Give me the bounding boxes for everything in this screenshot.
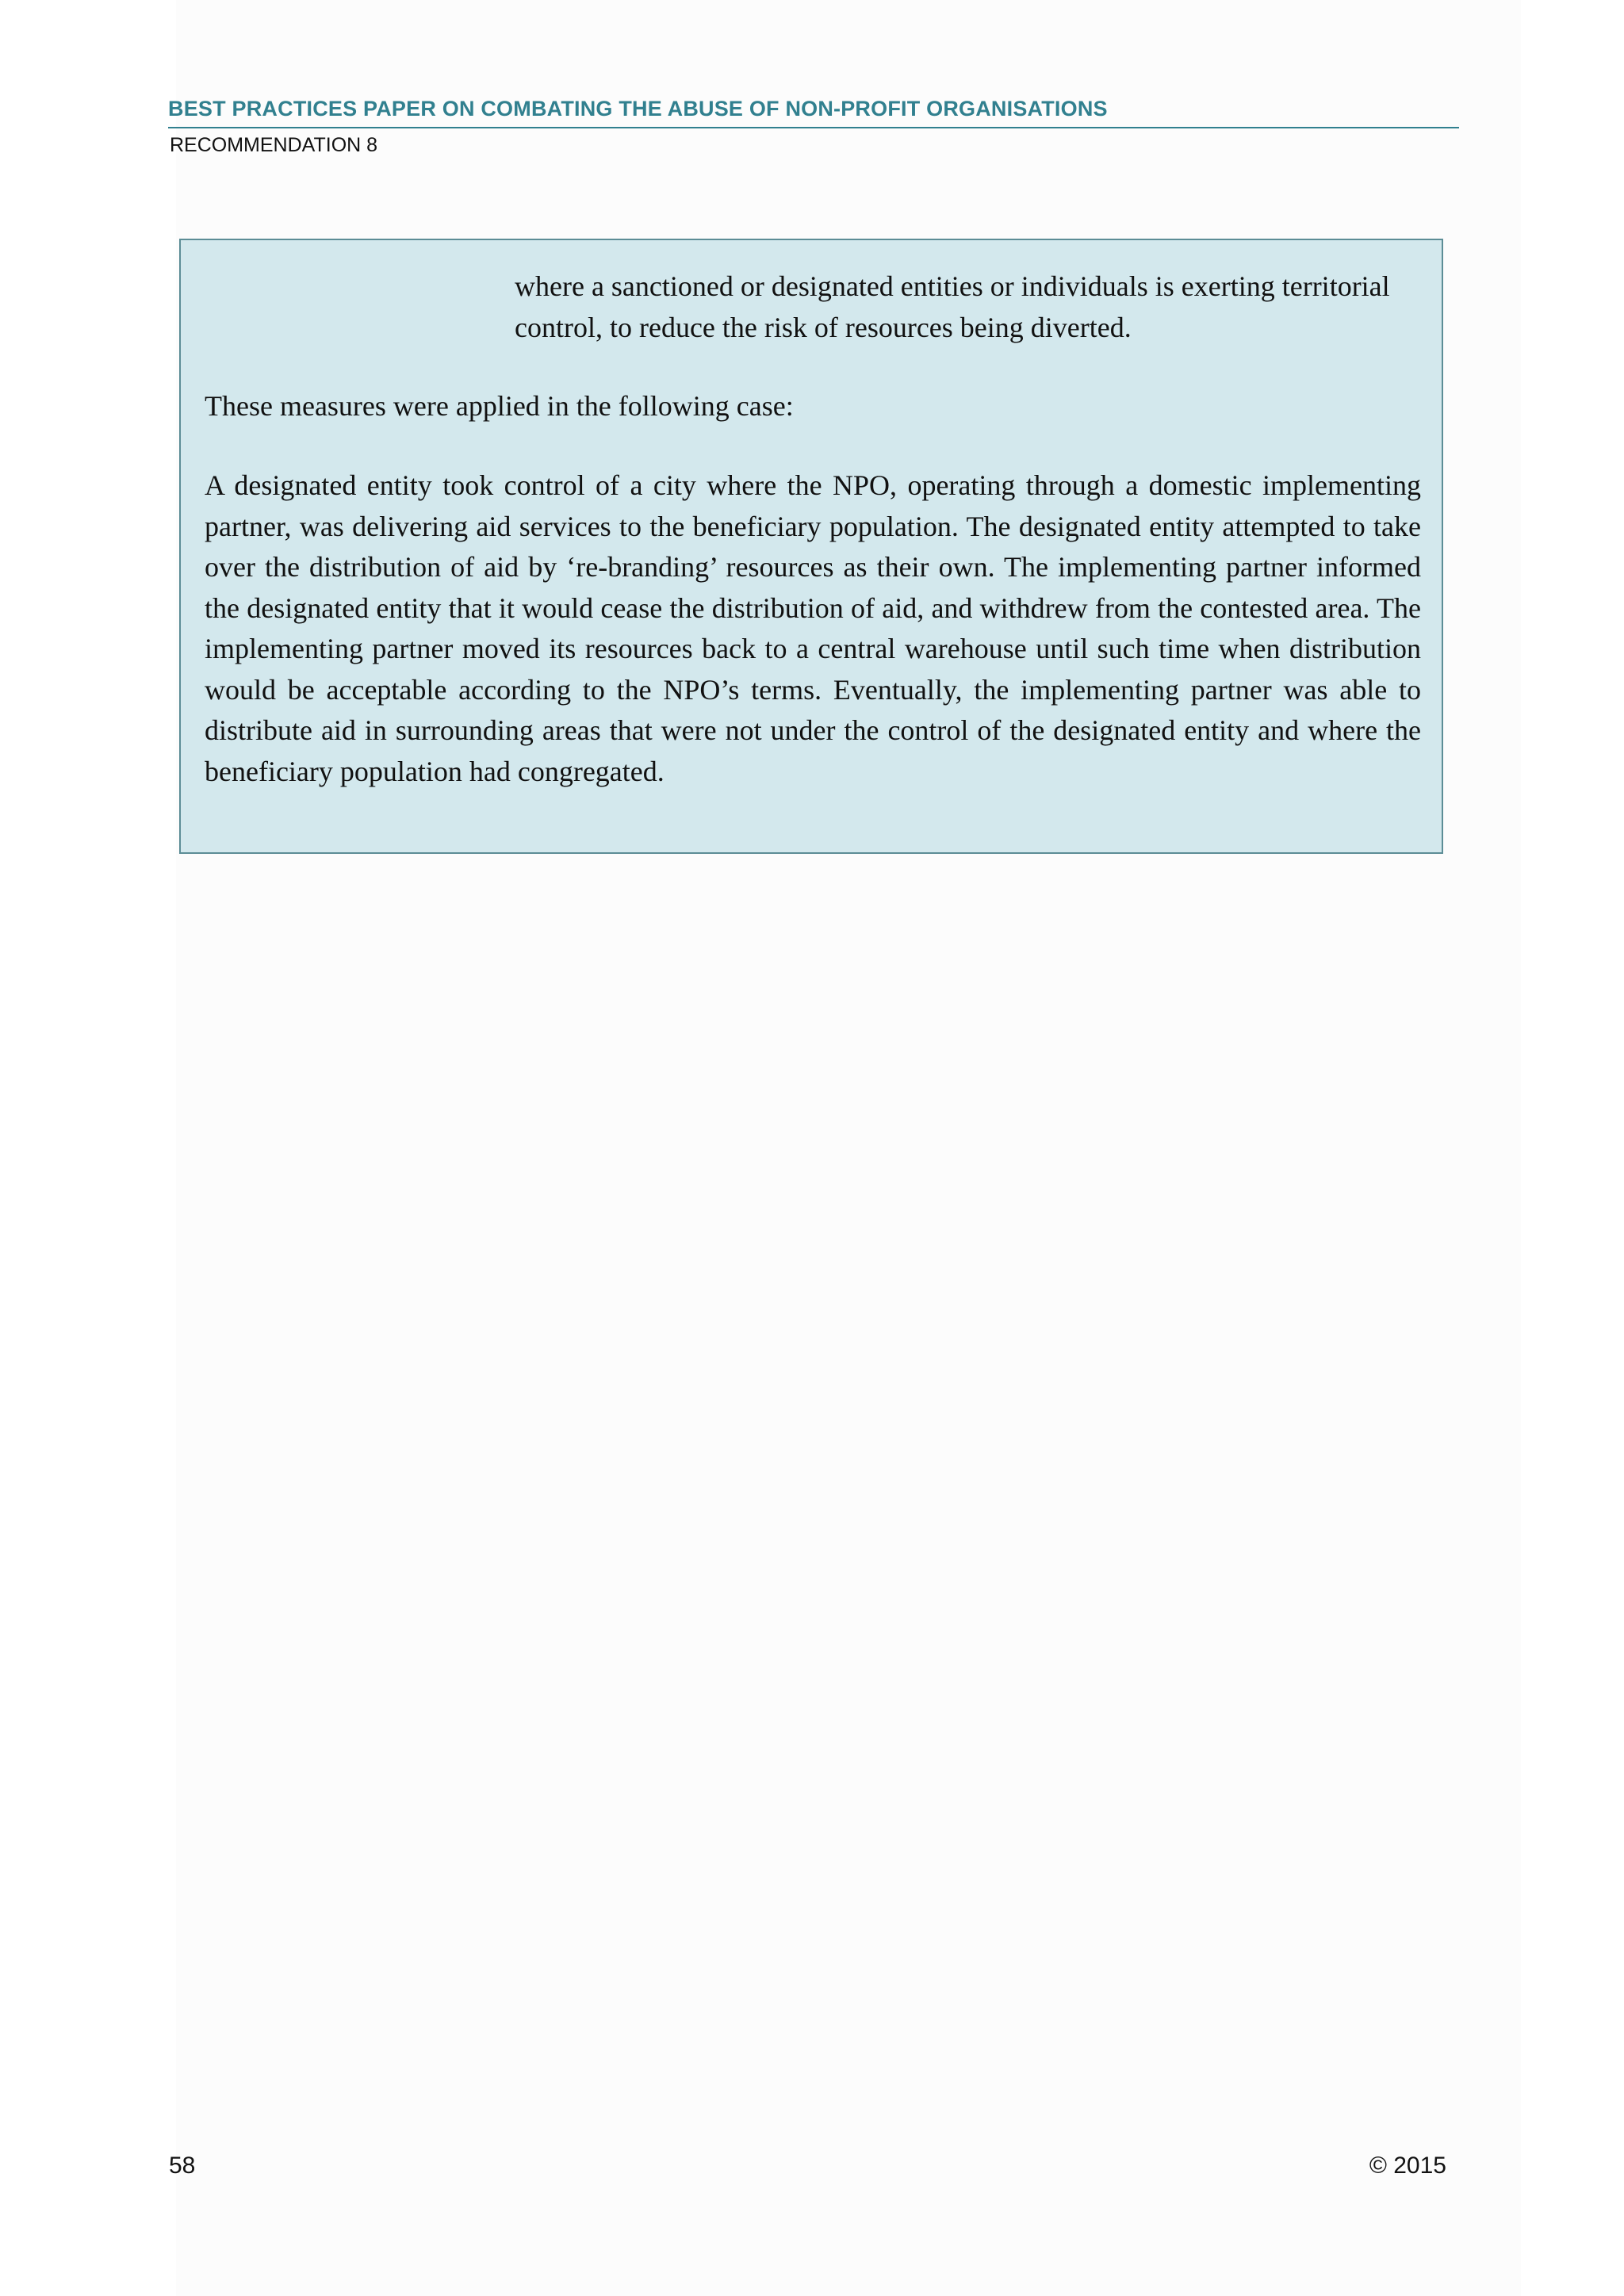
case-intro: These measures were applied in the following case: (205, 390, 794, 422)
case-paragraph: A designated entity took control of a city where the NPO, operating through a domestic implementing partner, was delivering aid services to the beneficiary population. The designated entity attempted to take over the distribution of aid by ‘re-branding’ resources as their own. The implementing partner informed the designated entity that it would cease the distribution of aid, and withdrew from the contested area. The implementing partner moved its resources back to a central warehouse until such time when distribution would be acceptable according to the NPO’s terms. Eventually, the implementing partner was able to distribute aid in surrounding areas that were not under the control of the designated entity and where the beneficiary population had congregated. (205, 469, 1421, 787)
running-header (168, 94, 1459, 124)
document-title: BEST PRACTICES PAPER ON COMBATING THE ABUSE OF NON-PROFIT ORGANISATIONS (168, 97, 1108, 121)
header-divider (168, 127, 1459, 128)
continued-paragraph: where a sanctioned or designated entities or individuals is exerting territorial control, to reduce the risk of resources being diverted. (515, 270, 1390, 343)
copyright-notice: © 2015 (1369, 2152, 1446, 2179)
continued-bullet-text (515, 266, 1403, 348)
page-number: 58 (169, 2152, 196, 2179)
case-study-box (179, 239, 1443, 854)
document-subtitle: RECOMMENDATION 8 (170, 134, 378, 156)
